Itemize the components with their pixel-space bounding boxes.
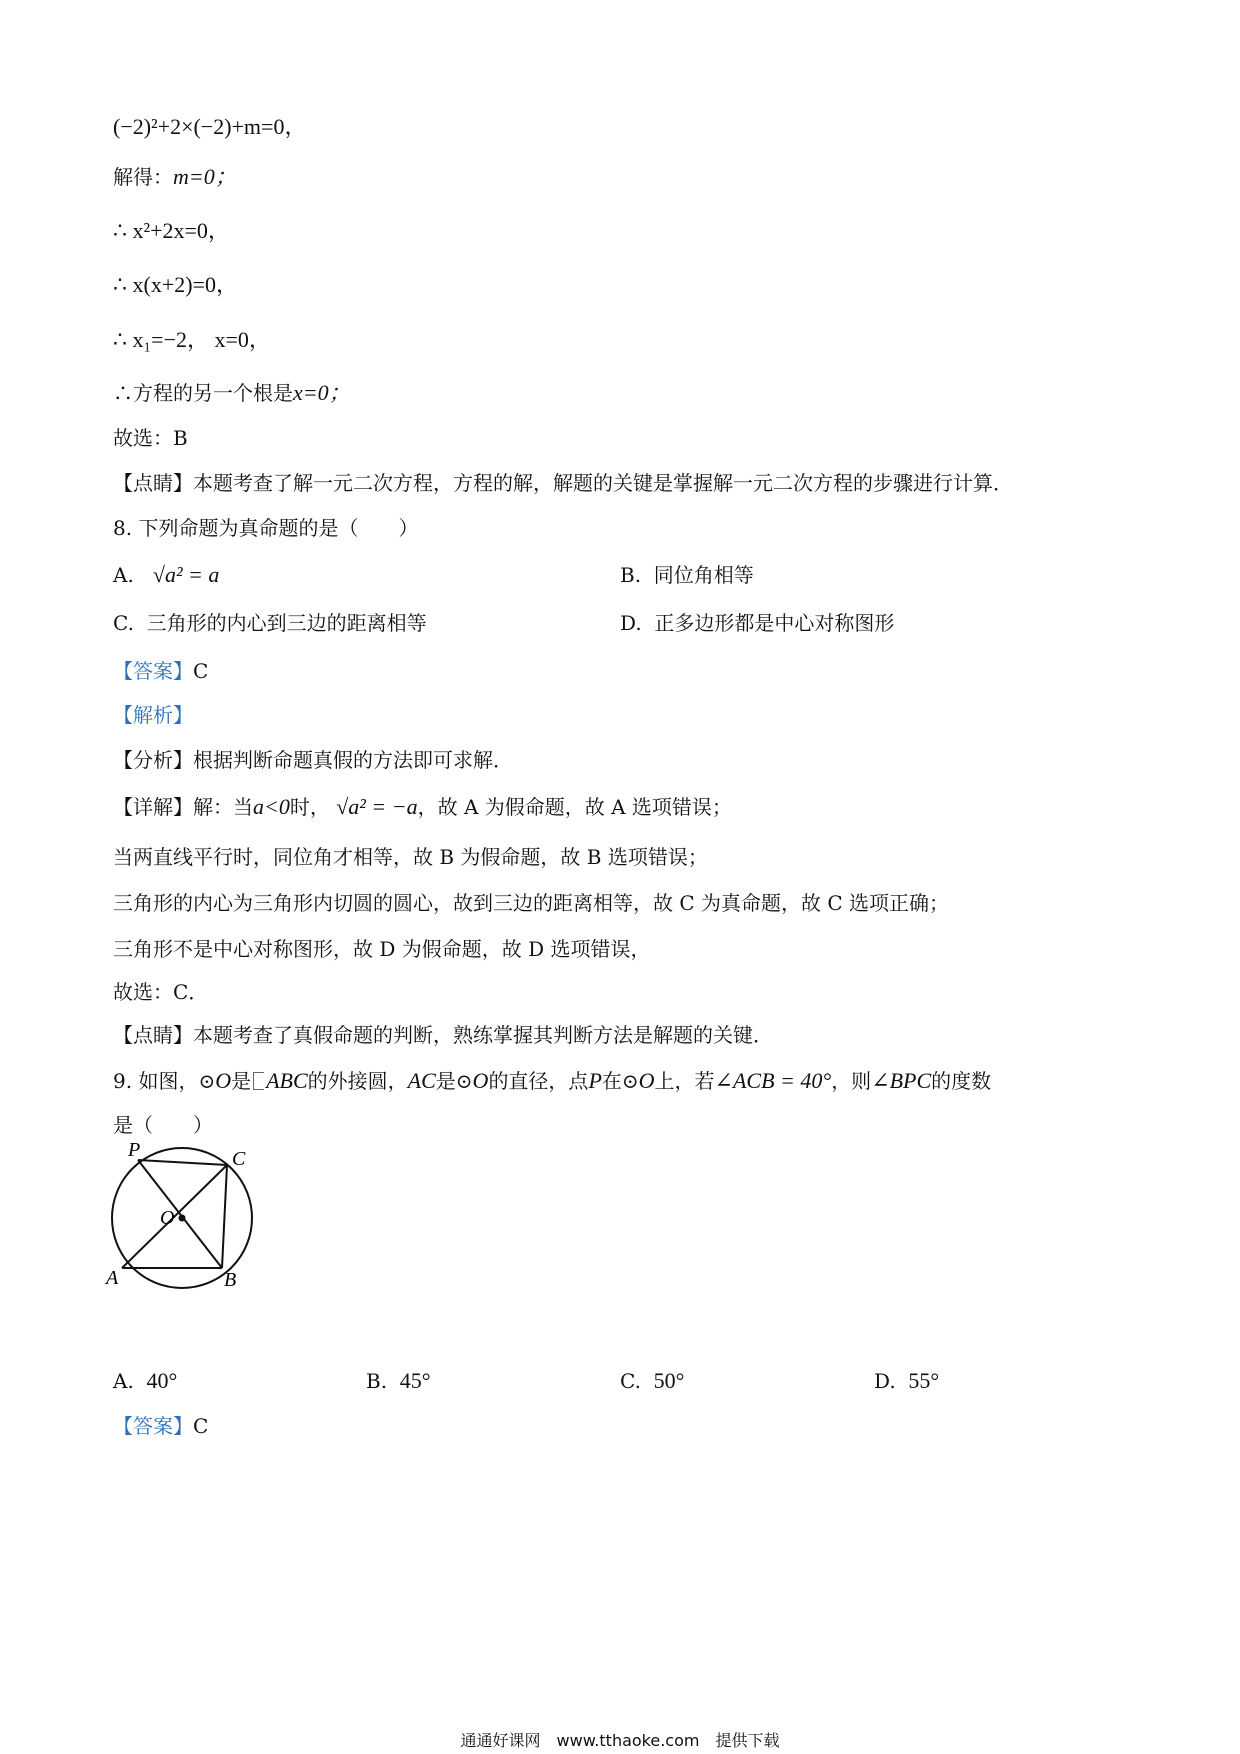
solution-line-2: 解得：m=0； [113,164,237,189]
solution-line-7: 故选：B [113,426,188,450]
label-a: A [106,1267,119,1289]
label-c: C [232,1148,246,1170]
solution-line-6: ∴方程的另一个根是x=0； [113,380,351,405]
q8-stem: 8. 下列命题为真命题的是（ ） [113,516,419,540]
q8-option-a-math: √a² = a [152,562,220,587]
q8-xiangjie-line-5: 故选：C． [113,980,209,1004]
segment-pc [138,1160,227,1165]
dianjing-line-prev: 【点睛】本题考查了解一元二次方程，方程的解，解题的关键是掌握解一元二次方程的步骤进行计算． [113,471,1013,495]
q8-answer: 【答案】C [113,659,209,683]
answer-tag: 【答案】 [113,659,193,683]
label-p: P [128,1140,141,1161]
equation-line-5: ∴ x₁=−2， x=0， [113,327,271,352]
q9-circle-figure [100,1140,270,1300]
q9-option-a: A. 40° [113,1368,178,1393]
q8-option-a: A. √a² = a [113,562,220,587]
q8-fenxi: 【分析】根据判断命题真假的方法即可求解． [113,748,513,772]
q8-xiangjie-line-4: 三角形不是中心对称图形，故 D 为假命题，故 D 选项错误， [113,937,651,961]
q9-option-b: B. 45° [366,1368,431,1393]
q8-xiangjie-line-1: 【详解】解：当a<0时， √a² = −a，故 A 为假命题，故 A 选项错误； [113,794,732,819]
q8-xiangjie-line-2: 当两直线平行时，同位角才相等，故 B 为假命题，故 B 选项错误； [113,845,708,869]
label-b: B [224,1269,237,1291]
q9-option-c: C. 50° [620,1368,685,1393]
q8-option-c: C. 三角形的内心到三边的距离相等 [113,611,427,635]
page-footer: 通通好课网 www.tthaoke.com 提供下载 [460,1731,780,1750]
answer-tag: 【答案】 [113,1414,193,1438]
segment-cb [222,1165,227,1268]
q8-analysis-heading: 【解析】 [113,703,193,727]
q8-option-b: B. 同位角相等 [620,563,754,587]
equation-line-3: ∴ x²+2x=0， [113,218,230,243]
label-o: O [160,1207,175,1229]
q9-stem-line-1: 9. 如图，⊙O是 ABC的外接圆，AC是⊙O的直径，点P在⊙O上，若∠ACB = 40°，则∠BPC的度数 [113,1068,992,1093]
triangle-symbol [253,1072,264,1090]
equation-line-1: (−2)²+2×(−2)+m=0， [113,114,307,139]
equation-line-4: ∴ x(x+2)=0， [113,272,238,297]
q8-dianjing: 【点睛】本题考查了真假命题的判断，熟练掌握其判断方法是解题的关键． [113,1023,773,1047]
q9-stem-line-2: 是（ ） [113,1113,213,1137]
q9-answer: 【答案】C [113,1414,209,1438]
q8-option-d: D. 正多边形都是中心对称图形 [620,611,895,635]
center-dot [179,1215,186,1222]
segment-pb [138,1160,222,1268]
q9-option-d: D. 55° [874,1368,940,1393]
q8-xiangjie-line-3: 三角形的内心为三角形内切圆的圆心，故到三边的距离相等，故 C 为真命题，故 C 选项正确； [113,891,950,915]
